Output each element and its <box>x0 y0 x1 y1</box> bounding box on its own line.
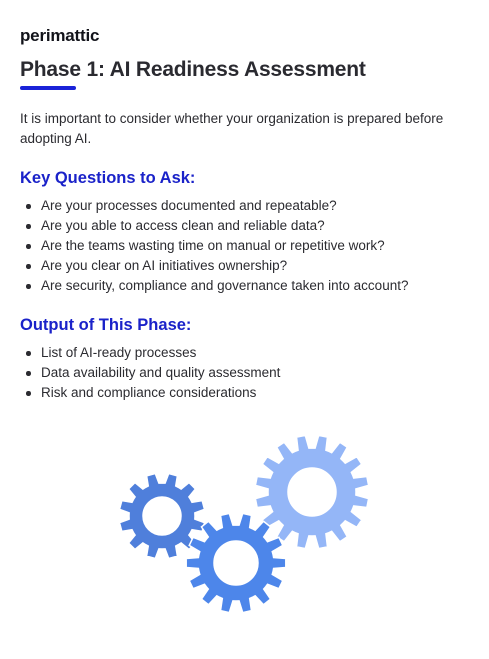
list-item: Risk and compliance considerations <box>24 383 280 403</box>
page-title: Phase 1: AI Readiness Assessment <box>20 58 366 81</box>
list-item: List of AI-ready processes <box>24 343 280 363</box>
list-item: Are you able to access clean and reliable data? <box>24 216 408 236</box>
list-item: Are the teams wasting time on manual or repetitive work? <box>24 236 408 256</box>
list-item: Data availability and quality assessment <box>24 363 280 383</box>
list-item: Are you clear on AI initiatives ownership? <box>24 256 408 276</box>
output-heading: Output of This Phase: <box>20 316 192 334</box>
key-questions-list <box>24 196 408 296</box>
key-questions-heading: Key Questions to Ask: <box>20 169 196 187</box>
gears-icon <box>110 430 375 615</box>
list-item: Are security, compliance and governance taken into account? <box>24 276 408 296</box>
brand-logo: perimattic <box>20 26 100 45</box>
output-list <box>24 343 280 403</box>
title-underline <box>20 86 76 90</box>
gear-large-icon <box>255 435 368 548</box>
intro-paragraph: It is important to consider whether your organization is prepared before adopting AI. <box>20 111 444 146</box>
list-item: Are your processes documented and repeatable? <box>24 196 408 216</box>
